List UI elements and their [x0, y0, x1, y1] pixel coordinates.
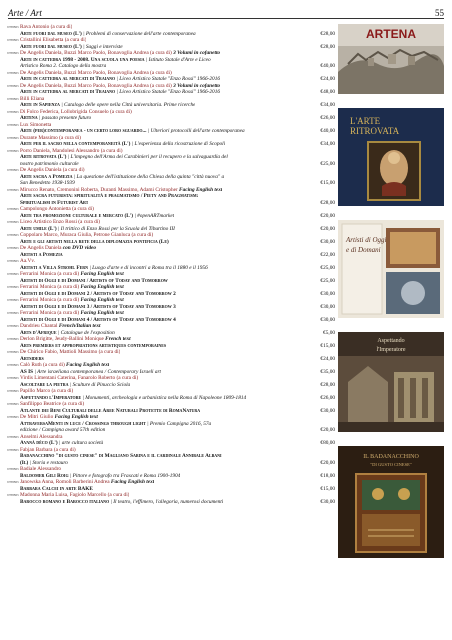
entry-price: €25,00 [320, 160, 335, 167]
cover-artena [338, 24, 444, 94]
entry-price: €34,00 [320, 141, 335, 147]
entry-price: €28,00 [320, 43, 335, 50]
entry-code: 9788865 [7, 96, 19, 101]
catalog-entry [7, 466, 335, 479]
entry-code: 9788865 [7, 493, 19, 497]
entry-title: Arte in cattedra al mercati di Traiano [20, 76, 117, 82]
entry-author: Mirucco Renato, Cremonini Roberta, Duranti Massimo, Adami Cristopher [20, 186, 178, 193]
entry-code: 9788865 [7, 434, 19, 439]
entry-note: Facing English text [79, 271, 124, 277]
entry-title: Arte ritrovata (L') [20, 154, 68, 160]
entry-price: €30,00 [320, 290, 335, 297]
catalog-entry [7, 122, 335, 135]
catalog-entry [7, 50, 335, 70]
entry-title: Arts premiers et appropriations artistiques contemporaines [20, 342, 167, 349]
entry-author: De Angelis Daniela, Buzzi Marco Paolo, Bonavoglia Andrea (a cura di) [20, 50, 172, 56]
catalog-entry [7, 297, 335, 310]
entry-price: €18,00 [320, 472, 335, 479]
entry-title: Artsiders [20, 355, 44, 362]
catalog-entry [7, 271, 335, 284]
catalog-entry [7, 70, 335, 83]
entry-subtitle: | Liceo Artistico Statale "Enzo Rossi" 1966-2016 [116, 76, 220, 82]
entry-title: Baldomer Gili Roig [20, 472, 70, 479]
entry-subtitle: | Arte israeliana contemporanea / Contemporary Israeli art [34, 368, 161, 375]
svg-text:Artisti di Oggi: Artisti di Oggi [346, 236, 387, 244]
section-title: Arte / Art [8, 8, 42, 18]
entry-code: 9788865 [7, 480, 19, 484]
catalog-entry [7, 96, 335, 109]
entry-price: €28,00 [320, 381, 335, 388]
entry-code: 9788865 [7, 109, 19, 114]
catalog-list [7, 24, 335, 505]
entry-title: Arte tra promozione culturale e mercato (L') [20, 212, 135, 219]
entry-code: 9788865 [7, 350, 19, 354]
entry-title: Barocco romano e Barocco italiano [20, 498, 111, 505]
catalog-entry [7, 83, 335, 96]
entry-code: 9788865 [7, 337, 19, 341]
entry-subtitle: | Il teatro, l'effimero, l'allegoria, numerosi documenti [110, 498, 224, 505]
entry-note: Facing English text [177, 186, 223, 193]
catalog-entry [7, 434, 335, 447]
entry-code: 9788865 [7, 168, 19, 172]
catalog-entry [7, 258, 335, 271]
entry-author: De Chirico Fabio, Mattioli Massimo (a cura di) [20, 349, 121, 355]
entry-author: Janowska Anna, Romoli Barberini Andrea [20, 479, 110, 485]
svg-text:l'Imperatore: l'Imperatore [376, 347, 406, 353]
entry-title: Arte fuori dal museo (L') [20, 30, 84, 37]
entry-author: Billi Eliana [20, 95, 45, 102]
entry-price: €30,00 [320, 238, 335, 245]
entry-author: Di Folco Federica, Lollobrigida Consuelo (a cura di) [20, 108, 132, 115]
entry-title: Artisti di Oggi e di Domani 3 / Artists of Today and Tomorrow 3 [20, 303, 176, 310]
entry-author: Papillo Marco (a cura di) [20, 388, 74, 394]
entry-author: Derlon Brigitte, Jeudy-Ballini Monique [20, 336, 104, 342]
entry-code: 9788865 [7, 324, 19, 328]
entry-code: 9788865 [7, 246, 19, 250]
entry-code: 9788865 [7, 122, 19, 127]
svg-text:e di Domani: e di Domani [346, 246, 381, 254]
entry-author: Lux Simonetta [20, 121, 52, 128]
entry-subtitle: | Premio Campigna 2016, 57a [147, 420, 212, 427]
entry-note: Facing English text [109, 479, 155, 485]
entry-title: Aspettando l'Imperatore [20, 394, 83, 401]
entry-subtitle: | Monumenti, archeologia e urbanistica nella Roma di Napoleone 1809-1814 [82, 394, 247, 401]
catalog-entry [7, 362, 335, 375]
entry-price: €15,00 [320, 180, 335, 186]
entry-author: Madonna Maria Luisa, Fagiolo Marcello (a cura di) [20, 492, 130, 498]
entry-title: Arte in cattedra al mercati di Traiano [20, 89, 117, 95]
entry-price: €20,00 [320, 212, 335, 219]
entry-note: 3 Volumi in cofanetto [171, 82, 221, 89]
entry-note: Facing English text [79, 297, 124, 303]
entry-price: €34,00 [320, 102, 335, 108]
svg-text:"DI GUSTO CINESE": "DI GUSTO CINESE" [370, 462, 412, 467]
entry-title: Artisti di Oggi e di Domani 4 / Artists of Today and Tomorrow 4 [20, 316, 176, 323]
entry-price: €80,00 [320, 440, 335, 446]
cover-artena-title: ARTENA [366, 27, 416, 41]
entry-code: 9788865 [7, 298, 19, 302]
entry-code: 9788865 [7, 148, 19, 153]
entry-code: 9788865 [7, 311, 19, 315]
entry-author: Badiale Alessandro [20, 466, 62, 472]
entry-price: €15,00 [320, 342, 335, 349]
cover-arte-ritrovata [338, 108, 444, 206]
entry-author: Dandrieu Chantal [20, 323, 58, 329]
entry-price: €30,00 [320, 303, 335, 310]
svg-text:IL BADANACCHINO: IL BADANACCHINO [363, 454, 419, 460]
entry-title: Arte fuori dal museo (L') [20, 43, 84, 50]
catalog-entry [7, 414, 335, 434]
entry-subtitle: | Catalogo delle opere nella Città universitaria. Prime ricerche [61, 102, 196, 108]
catalog-entry [7, 232, 335, 245]
cover-aspettando [338, 332, 444, 432]
entry-subtitle: | Problemi di conservazione dell'arte contemporanea [83, 30, 196, 37]
catalog-entry [7, 37, 335, 50]
entry-title: Arts d'Afrique [20, 329, 58, 336]
svg-text:Aspettando: Aspettando [377, 338, 405, 344]
entry-code: 9788865 [7, 70, 19, 75]
entry-subtitle: | #openARTmarket [134, 212, 175, 219]
entry-subtitle: | La questione dell'istituzione della Chiesa della quinta "città nuova" a [73, 173, 225, 180]
entry-title: Artisti di Oggi e di Domani / Artists of Today and Tomorrow [20, 277, 168, 284]
entry-price: €48,00 [320, 89, 335, 95]
entry-price: €5,00 [323, 329, 335, 336]
entry-subtitle: | Luogo d'arte e di incontri a Roma tra il 1880 e il 1956 [89, 264, 208, 271]
entry-author: Durante Massimo (a cura di) [20, 134, 81, 141]
catalog-entry [7, 310, 335, 323]
entry-note: Facing English text [79, 310, 124, 316]
entry-title: Artisti a Villa Strohl Fern [20, 264, 90, 271]
entry-note: Facing English text [53, 414, 98, 420]
entry-title: Arte per il sacro nella contemporaneità (L') [20, 141, 132, 147]
catalog-entry [7, 206, 335, 219]
entry-title: Artena [20, 115, 40, 121]
entry-author: Aa.Vv. [20, 258, 35, 264]
catalog-entry [7, 135, 335, 148]
entry-code: 9788865 [7, 83, 19, 88]
entry-code: 9788865 [7, 51, 19, 55]
entry-code: 9788865 [7, 467, 19, 471]
entry-code: 9788865 [7, 207, 19, 211]
entry-author: De Angelis Daniela (a cura di) [20, 167, 85, 173]
svg-text:RITROVATA: RITROVATA [350, 126, 400, 136]
entry-subtitle: | arte cultura società [58, 440, 104, 446]
catalog-entry [7, 375, 335, 388]
entry-code: 9788865 [7, 389, 19, 393]
entry-note: French/Italian text [57, 323, 101, 329]
entry-subtitle: Artistico Roma 2. Catalogo della mostra [20, 63, 107, 69]
entry-code: 9788865 [7, 220, 19, 224]
entry-code: 9788865 [7, 187, 19, 192]
entry-price: €20,00 [320, 459, 335, 466]
entry-note: con DVD video [61, 245, 97, 251]
entry-title: AS IS [20, 368, 35, 375]
entry-subtitle: San Benedetto 1938-1939 [20, 180, 75, 186]
entry-author: Sanfilippo Beatrice (a cura di) [20, 401, 85, 407]
entry-author: Campolongo Antonietta (a cura di) [20, 206, 94, 212]
catalog-entry [7, 447, 335, 467]
entry-title: Badanacchino "di gusto cinese" di Magliano Sabina e il cardinale Annibale Albani [20, 453, 222, 459]
entry-code: 9788865 [7, 135, 19, 140]
entry-title: AttraversaMenti in luce / Crossings through light [20, 420, 148, 427]
entry-title: Arte in Sapienza [20, 102, 62, 108]
entry-author: Ferrarini Monica (a cura di) [20, 271, 80, 277]
catalog-entry [7, 245, 335, 258]
entry-title: Arte sacra a Pomezia [20, 173, 74, 180]
entry-subtitle: | Saggi e interviste [83, 43, 123, 50]
entry-code: 9788865 [7, 376, 19, 380]
catalog-entry [7, 401, 335, 414]
entry-author: Ferrarini Monica (a cura di) [20, 284, 80, 290]
entry-price: €40,00 [320, 128, 335, 134]
entry-title: Artisti a Pomezia [20, 251, 63, 258]
entry-title: Arte e gli artisti nella rete della diplomazia pontificia (Le) [20, 238, 169, 245]
entry-author: Virdis Limentani Caterina, Fanarolo Roberto (a cura di) [20, 375, 139, 381]
entry-price: €25,00 [320, 264, 335, 271]
entry-author: Coppolaro Marco, Muraca Giulia, Petrone Gianluca (a cura di) [20, 232, 154, 238]
catalog-entry [7, 219, 335, 232]
cover-ritrovata-title: L'ARTE [350, 116, 381, 126]
entry-code: 9788865 [7, 415, 19, 419]
entry-code: 9788865 [7, 233, 19, 237]
entry-subtitle: | Storia e restauro [29, 459, 68, 466]
cover-column [338, 24, 444, 572]
entry-subtitle: edizione / Campigna award 57th edition [20, 427, 106, 433]
entry-author: Anselmi Alessandra [20, 433, 63, 440]
page-header [8, 4, 444, 19]
catalog-entry [7, 109, 335, 122]
entry-title: Avanà déco (L') [20, 440, 59, 446]
catalog-entry [7, 349, 335, 362]
entry-title: Spiritualism in Futurist Art [20, 199, 89, 206]
catalog-entry [7, 284, 335, 297]
entry-title: Arte sacra futurista: spiritualità e pragmatismo / Piety and Pragmatism: [20, 193, 199, 199]
entry-price: €28,00 [320, 199, 335, 206]
catalog-entry [7, 187, 335, 207]
entry-author: De Angelis Daniela, Buzzi Marco Paolo, Bonavoglia Andrea (a cura di) [20, 82, 172, 89]
entry-price: €24,00 [320, 355, 335, 362]
entry-code: 9788865 [7, 285, 19, 289]
entry-title: Arte in cattedra 1998 - 2008. Una scuola una poesia [20, 56, 146, 63]
entry-author: De Angelis Daniela [20, 245, 62, 251]
entry-note: Facing English text [79, 284, 124, 290]
entry-title: Atlante dei Beni Culturali delle Aree Naturali Protette di RomaNatura [20, 407, 201, 414]
entry-subtitle: | Catalogue de l'exposition [57, 329, 115, 336]
entry-code: 9788865 [7, 447, 19, 452]
catalog-entry [7, 492, 335, 505]
entry-price: €26,00 [320, 115, 335, 121]
entry-code: 9788865 [7, 25, 19, 29]
entry-subtitle: | passato presente futuro [39, 115, 92, 121]
catalog-entry [7, 323, 335, 336]
entry-author: Cristallini Elisabetta (a cura di) [20, 37, 87, 43]
entry-title: Arte umile (L') [20, 225, 58, 232]
entry-subtitle: | Il trittico di Enzo Rossi per la Scuola del Tiburtino III [57, 225, 175, 232]
entry-author: Liceo Artistico Enzo Rossi (a cura di) [20, 219, 101, 225]
entry-code: 9788865 [7, 38, 19, 42]
entry-code: 9788865 [7, 272, 19, 276]
entry-author: Calò Ruth (a cura di) [20, 362, 65, 368]
entry-subtitle: | Liceo Artistico Statale "Enzo Rossi" 1966-2016 [116, 89, 220, 95]
catalog-entry [7, 24, 335, 37]
entry-price: €28,00 [320, 30, 335, 37]
entry-code: 9788865 [7, 259, 19, 263]
entry-price: €35,00 [320, 368, 335, 375]
entry-price: €26,00 [320, 394, 335, 401]
catalog-entry [7, 167, 335, 187]
catalog-entry [7, 336, 335, 349]
entry-price: €30,00 [320, 407, 335, 414]
entry-subtitle: | L'esperienza della ricostruzione di Scopoli [131, 141, 226, 147]
entry-note: 3 Volumi in cofanetto [171, 50, 221, 56]
cover-badanacchino [338, 446, 444, 558]
entry-price: €20,00 [320, 427, 335, 433]
entry-code: 9788865 [7, 363, 19, 367]
entry-subtitle: | Sculture di Pinuccio Sciola [69, 381, 131, 388]
entry-author: Porro Daniela, Mandolesi Alessandro (a cura di) [20, 147, 123, 154]
entry-price: €30,00 [320, 498, 335, 505]
entry-price: €15,00 [320, 485, 335, 492]
catalog-entry [7, 479, 335, 492]
entry-author: Rava Antonio (a cura di) [20, 24, 73, 30]
entry-title: Barbara Calcei in arte BAKE [20, 485, 93, 492]
entry-title: Artisti di Oggi e di Domani 2 / Artists of Today and Tomorrow 2 [20, 290, 176, 297]
entry-author: Ferrarini Monica (a cura di) [20, 297, 80, 303]
entry-price: €24,00 [320, 76, 335, 82]
entry-subtitle: | Ulteriori protocolli dell'arte contemporanea [147, 128, 245, 134]
entry-subtitle: nostro patrimonio culturale [20, 160, 79, 167]
cover-artisti-oggi [338, 220, 444, 318]
entry-price: €22,00 [320, 251, 335, 258]
entry-subtitle: | L'impegno dell'Arma dei Carabinieri per il recupero e la salvaguardia del [67, 154, 228, 160]
entry-author: Fabjan Barbara (a cura di) [20, 446, 76, 453]
entry-price: €20,00 [320, 225, 335, 232]
entry-code: 9788865 [7, 402, 19, 406]
entry-author: De Mitri Giulio [20, 414, 54, 420]
entry-note: French text [103, 336, 131, 342]
entry-price: €30,00 [320, 316, 335, 323]
entry-subtitle: | Istituto Statale d'Arte e Liceo [145, 56, 211, 63]
entry-price: €40,00 [320, 63, 335, 69]
page-number: 55 [435, 8, 444, 18]
catalog-entry [7, 388, 335, 401]
entry-note: Facing English text [64, 362, 110, 368]
catalog-entry [7, 148, 335, 168]
entry-author: De Angelis Daniela, Buzzi Marco Paolo, Bonavoglia Andrea (a cura di) [20, 69, 172, 76]
entry-title: Arte (per)contemporanea - un certo loro sguardo... [20, 128, 148, 134]
entry-author: Ferrarini Monica (a cura di) [20, 310, 80, 316]
entry-price: €25,00 [320, 277, 335, 284]
entry-title: Ascoltare la pietra [20, 381, 70, 388]
entry-subtitle: | Pittore e fotografo tra Frascati e Roma 1900-1904 [69, 472, 181, 479]
entry-title: (Il) [20, 459, 30, 466]
